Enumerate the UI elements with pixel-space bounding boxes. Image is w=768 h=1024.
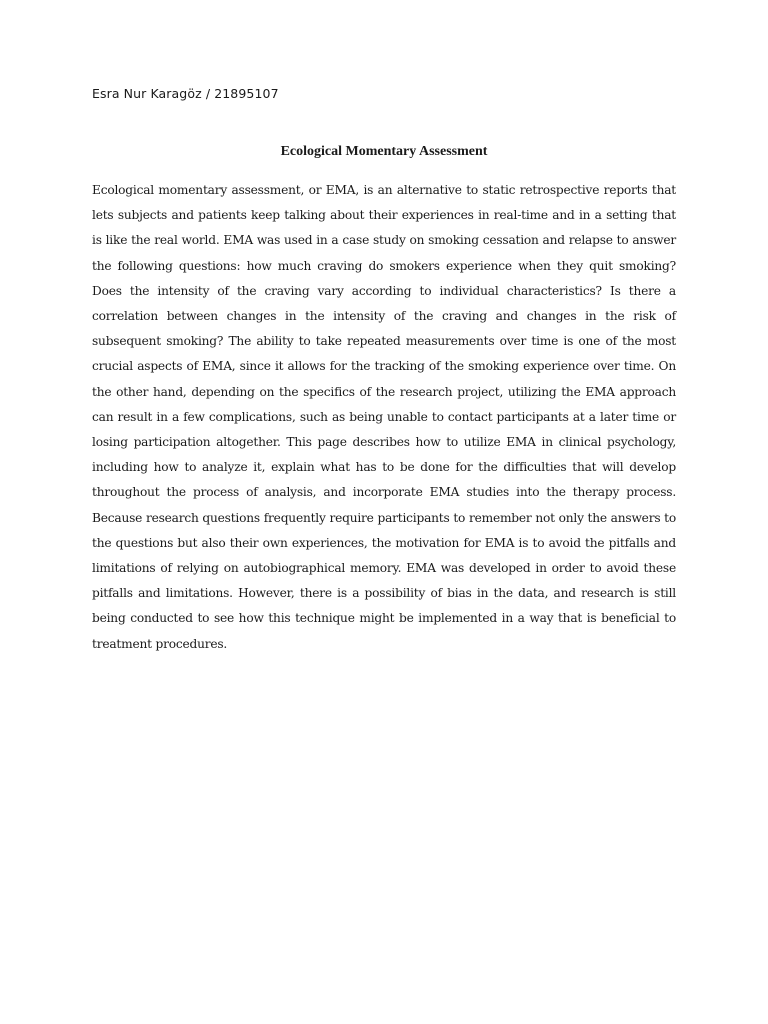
- author-line: Esra Nur Karagöz / 21895107: [92, 86, 279, 101]
- body-paragraph: Ecological momentary assessment, or EMA, is an alternative to static retrospective reports that lets subjects and patients keep talking about their experiences in real-time and in a setting that is like the real world. EMA was used in a case study on smoking cessation and relapse to answer the following questions: how much craving do smokers experience when they quit smoking? Does the intensity of the craving vary according to individual characteristics? Is there a correlation between changes in the intensity of the craving and changes in the risk of subsequent smoking? The ability to take repeated measurements over time is one of the most crucial aspects of EMA, since it allows for the tracking of the smoking experience over time. On the other hand, depending on the specifics of the research project, utilizing the EMA approach can result in a few complications, such as being unable to contact participants at a later time or losing participation altogether. This page describes how to utilize EMA in clinical psychology, including how to analyze it, explain what has to be done for the difficulties that will develop throughout the process of analysis, and incorporate EMA studies into the therapy process. Because research questions frequently require participants to remember not only the answers to the questions but also their own experiences, the motivation for EMA is to avoid the pitfalls and limitations of relying on autobiographical memory. EMA was developed in order to avoid these pitfalls and limitations. However, there is a possibility of bias in the data, and research is still being conducted to see how this technique might be implemented in a way that is beneficial to treatment procedures.: [92, 183, 676, 651]
- document-title: Ecological Momentary Assessment: [280, 144, 488, 159]
